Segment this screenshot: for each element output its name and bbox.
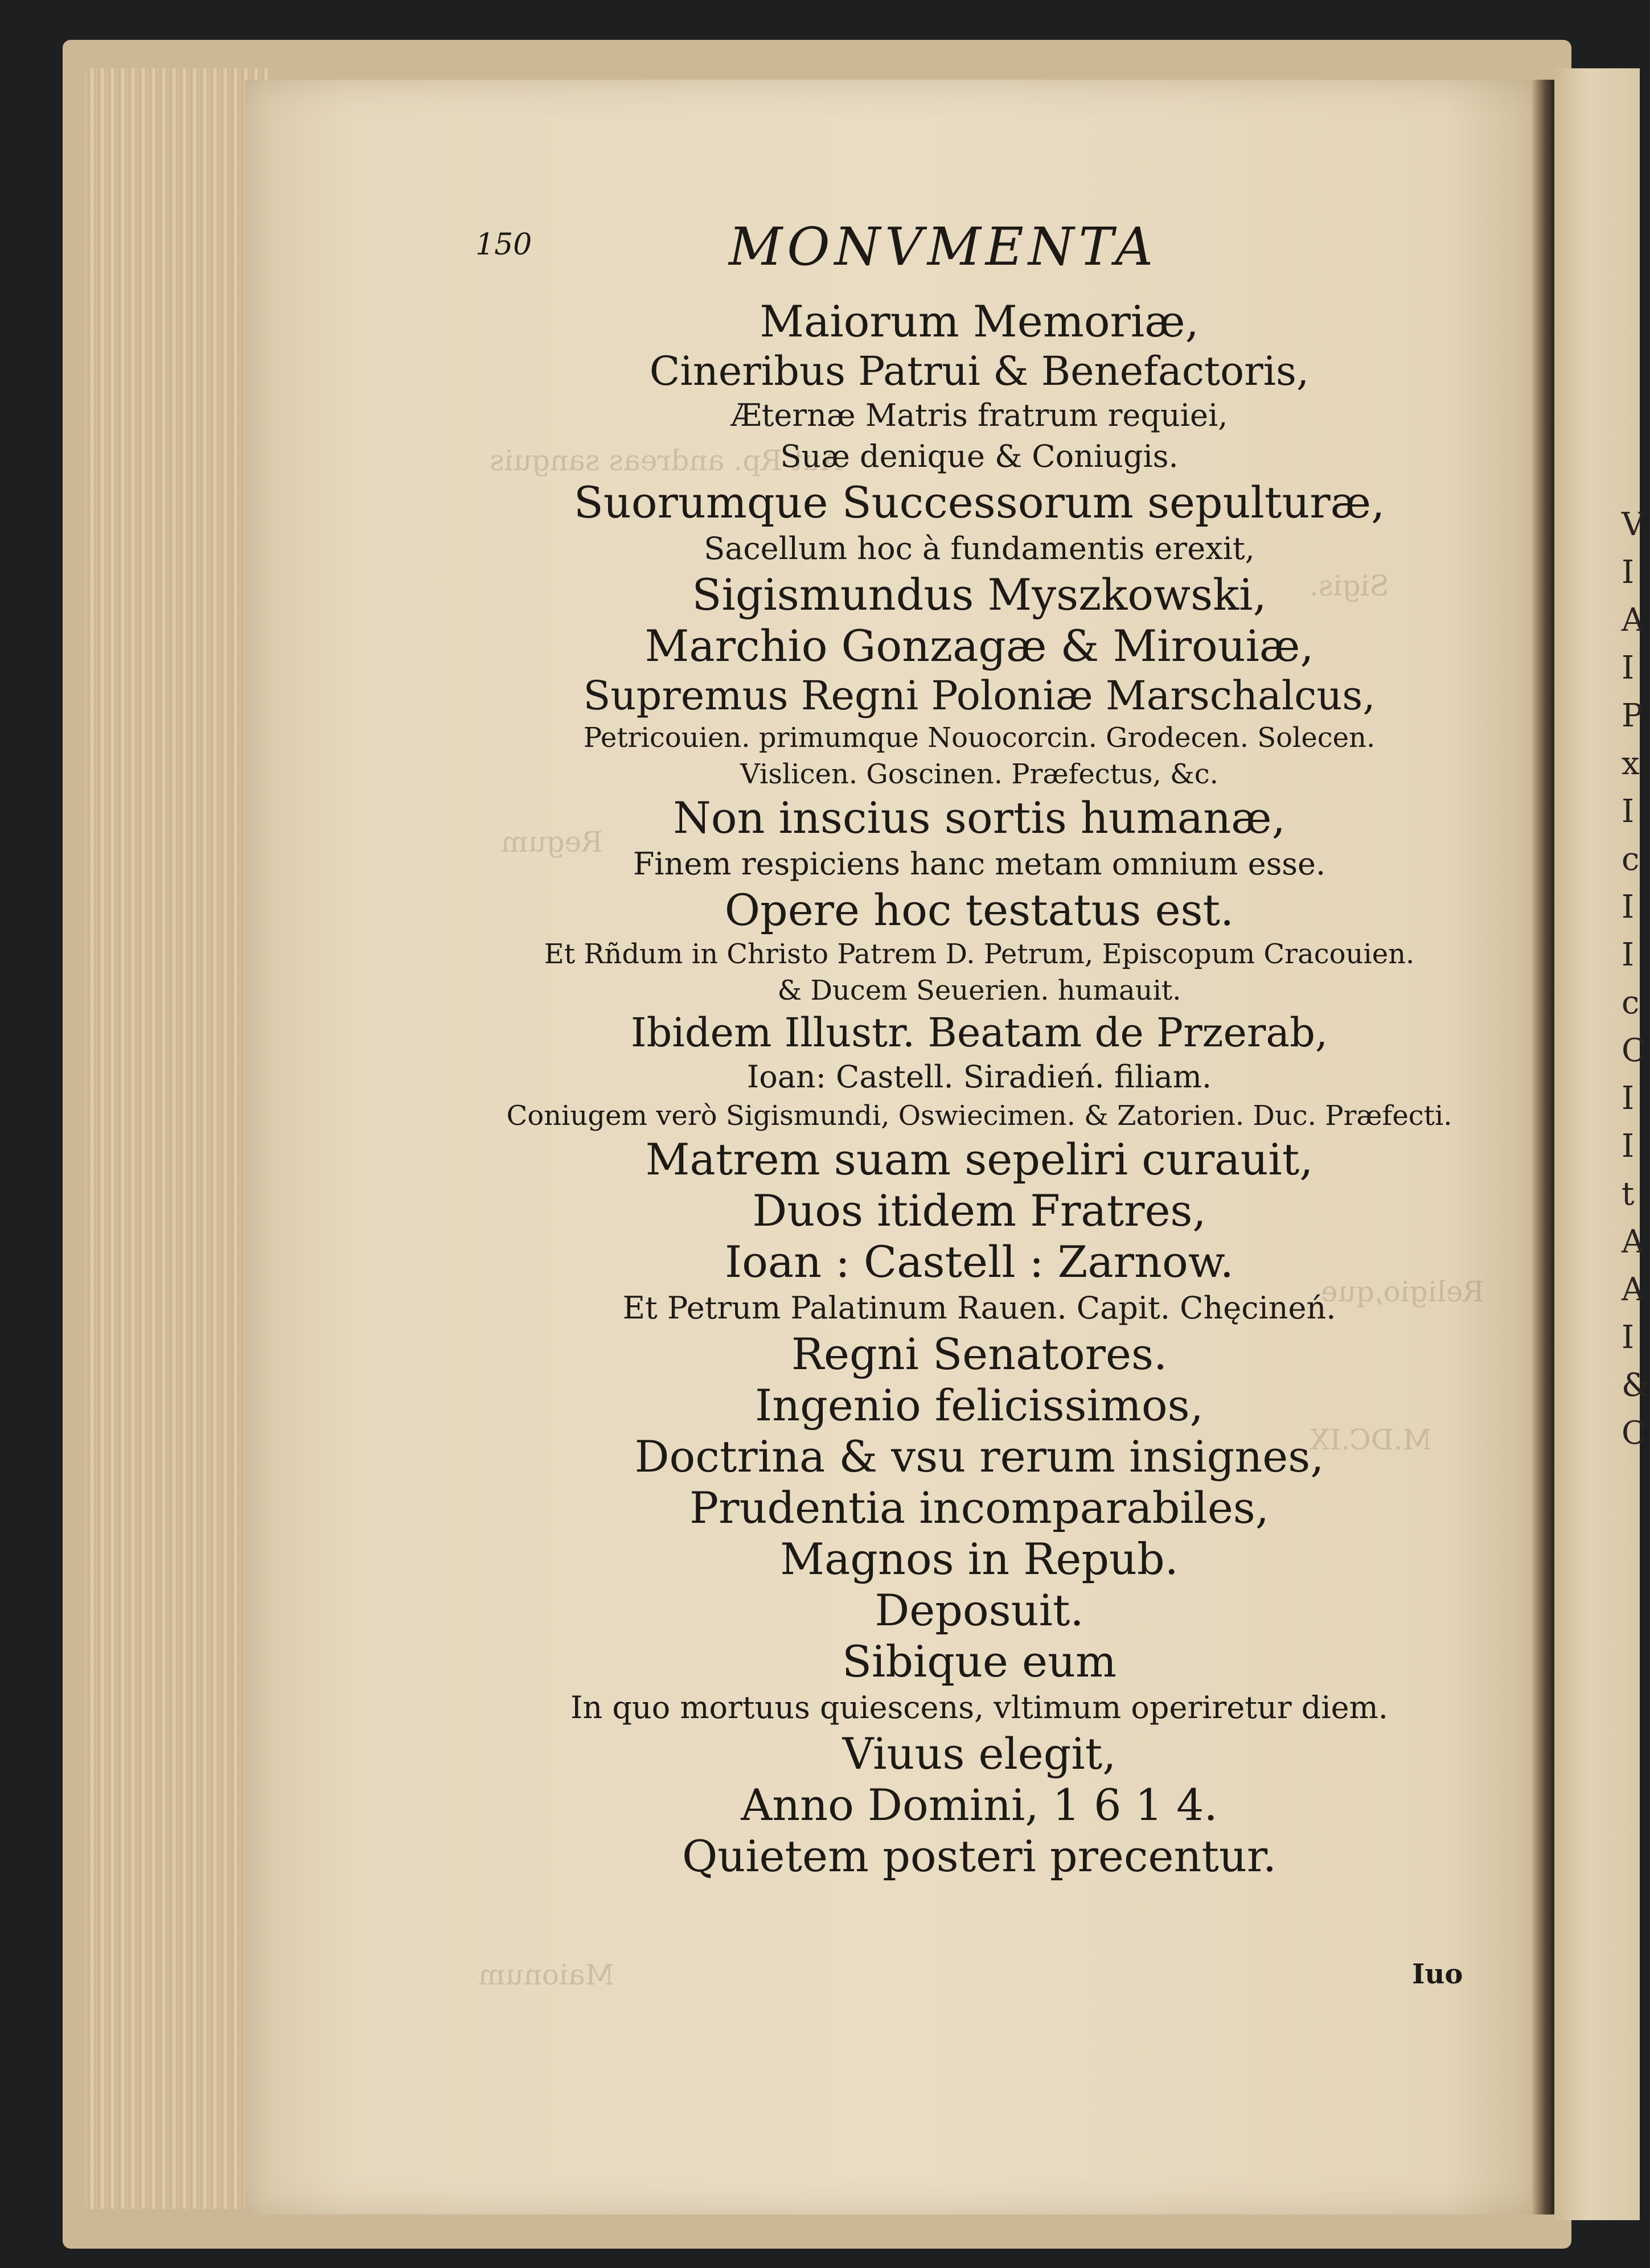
inscription-line: Coniugem verò Sigismundi, Oswiecimen. & Zatorien. Duc. Præfecti. [506,1100,1452,1132]
inscription-line: & Ducem Seuerien. humauit. [777,975,1181,1006]
bleed-through-text: Sigis. [1310,569,1389,602]
bleed-through-text: Aut Rp. andreas sanguis [490,444,842,477]
inscription-line: Supremus Regni Poloniæ Marschalcus, [583,672,1376,719]
inscription-line: Vislicen. Goscinen. Præfectus, &c. [740,758,1218,790]
inscription-line: Æternæ Matris fratrum requiei, [730,397,1228,433]
catchword: Iuo [1412,1958,1463,1990]
inscription-line: Magnos in Repub. [780,1534,1179,1584]
book-gutter [1532,80,1554,2214]
inscription-line: Sibique eum [842,1636,1117,1687]
inscription-line: Ibidem Illustr. Beatam de Przerab, [630,1009,1328,1056]
inscription-line: Suorumque Successorum sepulturæ, [573,477,1385,528]
inscription-line: Doctrina & vsu rerum insignes, [634,1431,1324,1482]
inscription-line: Et Rñdum in Christo Patrem D. Petrum, Episcopum Cracouien. [544,938,1415,970]
inscription-line: Opere hoc testatus est. [724,885,1234,935]
inscription-line: Duos itidem Fratres, [752,1185,1206,1236]
inscription-line: Petricouien. primumque Nouocorcin. Grodecen. Solecen. [583,722,1376,754]
inscription-line: Matrem suam sepeliri curauit, [645,1134,1314,1185]
inscription-line: In quo mortuus quiescens, vltimum operiretur diem. [570,1690,1388,1725]
running-head: MONVMENTA [729,216,1158,277]
inscription-line: Anno Domini, 1 6 1 4. [741,1780,1218,1830]
inscription-line: Viuus elegit, [842,1728,1117,1779]
bleed-through-text: M.DC.IX [1310,1423,1432,1456]
inscription-line: Sacellum hoc à fundamentis erexit, [704,531,1255,566]
inscription-line: Non inscius sortis humanæ, [673,792,1286,843]
inscription-line: Quietem posteri precentur. [682,1831,1277,1881]
bleed-through-text: Regum [501,825,603,858]
inscription-line: Regni Senatores. [791,1329,1168,1379]
bleed-through-text: Religio,que [1321,1275,1485,1308]
page-number: 150 [475,228,532,262]
epitaph-inscription [467,296,1492,1882]
bleed-through-text: Maionum [478,1958,614,1991]
inscription-line: Marchio Gonzagæ & Mirouiæ, [645,621,1314,671]
inscription-line: Suæ denique & Coniugis. [780,438,1179,474]
inscription-line: Cineribus Patrui & Benefactoris, [649,348,1310,395]
inscription-line: Ioan: Castell. Siradień. filiam. [746,1059,1212,1095]
inscription-line: Finem respiciens hanc metam omnium esse. [633,846,1326,882]
inscription-line: Ingenio felicissimos, [755,1380,1204,1431]
inscription-line: Sigismundus Myszkowski, [692,569,1267,620]
inscription-line: Maiorum Memoriæ, [760,296,1199,347]
facing-page-text: V I A I P x I c I I c C I I t A A I & C [1622,506,1650,1452]
inscription-line: Deposuit. [875,1585,1084,1636]
inscription-line: Prudentia incomparabiles, [689,1482,1269,1533]
inscription-line: Et Petrum Palatinum Rauen. Capit. Chęcineń. [622,1290,1336,1326]
inscription-line: Ioan : Castell : Zarnow. [725,1236,1234,1287]
page-edges [85,68,268,2209]
